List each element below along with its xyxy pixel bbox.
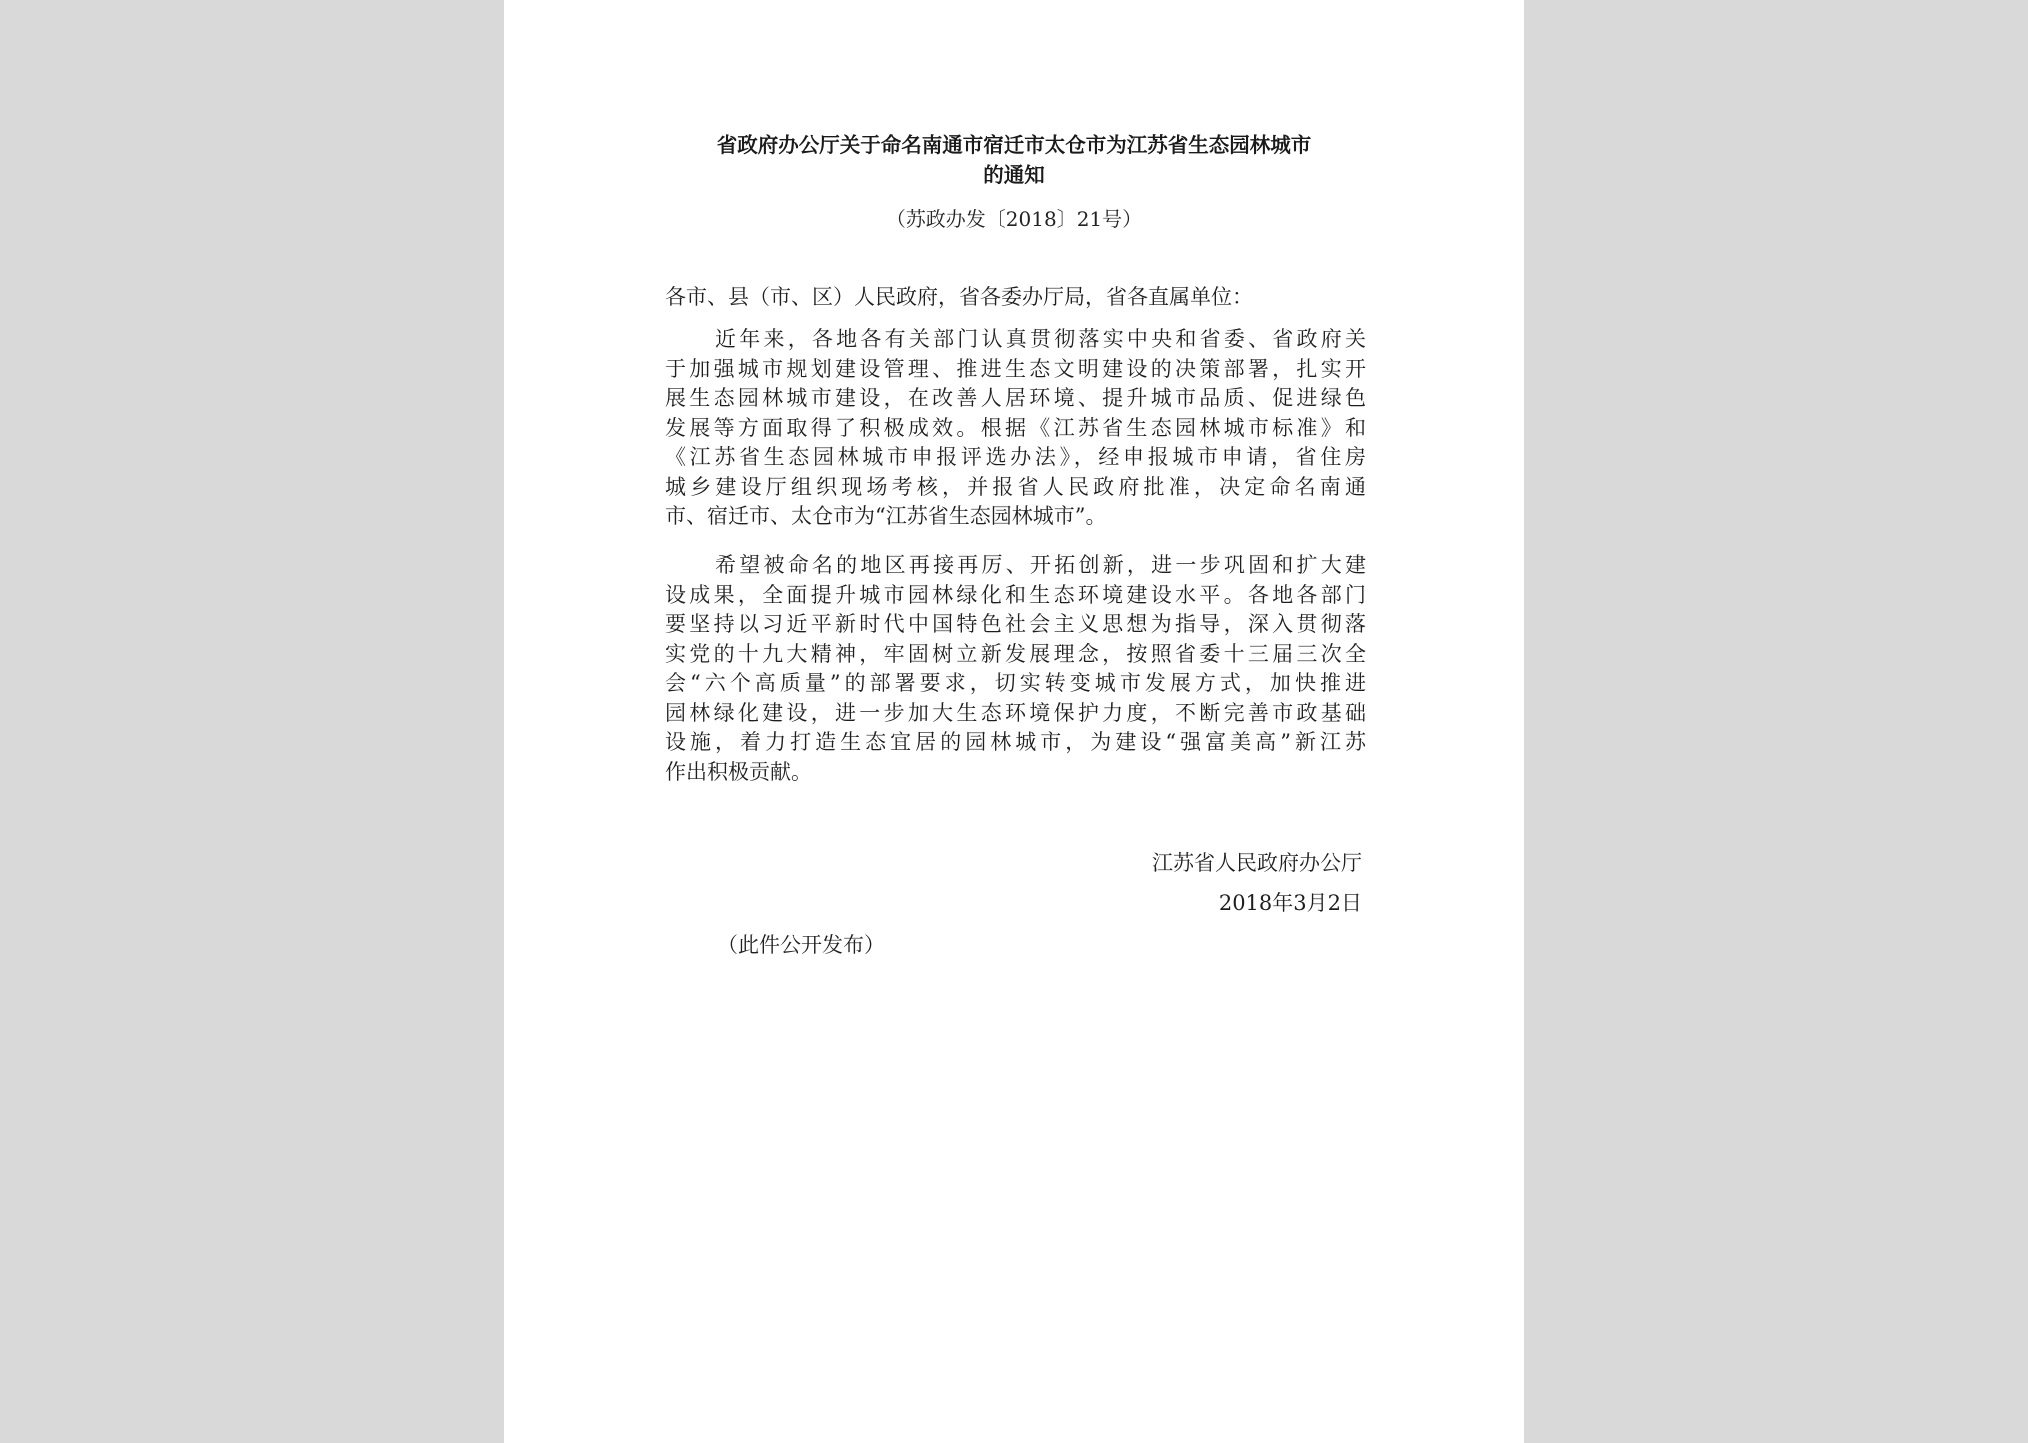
- paragraph-1-line: 展生态园林城市建设，在改善人居环境、提升城市品质、促进绿色: [665, 386, 1366, 410]
- paragraph-2-line: 园林绿化建设，进一步加大生态环境保护力度，不断完善市政基础: [665, 700, 1366, 725]
- paragraph-2-line: 作出积极贡献。: [665, 759, 812, 784]
- paragraph-1-line: 于加强城市规划建设管理、推进生态文明建设的决策部署，扎实开: [665, 356, 1366, 381]
- paragraph-1-line: 《江苏省生态园林城市申报评选办法》，经申报城市申请，省住房: [665, 445, 1366, 469]
- publication-note: （此件公开发布）: [717, 933, 885, 957]
- salutation: 各市、县（市、区）人民政府，省各委办厅局，省各直属单位：: [665, 285, 1253, 309]
- paragraph-2-line: 设施，着力打造生态宜居的园林城市，为建设“强富美高”新江苏: [665, 730, 1366, 754]
- document-page: [504, 0, 1524, 1443]
- document-title: [664, 130, 1364, 190]
- document-number: （苏政办发〔2018〕21号）: [885, 207, 1143, 231]
- issue-date: 2018年3月2日: [1218, 891, 1362, 915]
- paragraph-2-line: 设成果，全面提升城市园林绿化和生态环境建设水平。各地各部门: [665, 582, 1366, 607]
- paragraph-1-line: 城乡建设厅组织现场考核，并报省人民政府批准，决定命名南通: [665, 474, 1366, 499]
- paragraph-2-line: 希望被命名的地区再接再厉、开拓创新，进一步巩固和扩大建: [715, 553, 1366, 577]
- paragraph-1-line: 发展等方面取得了积极成效。根据《江苏省生态园林城市标准》和: [665, 415, 1366, 440]
- paragraph-2-line: 会“六个高质量”的部署要求，切实转变城市发展方式，加快推进: [665, 671, 1366, 695]
- document-title-line-1: 省政府办公厅关于命名南通市宿迁市太仓市为江苏省生态园林城市: [716, 133, 1312, 157]
- paragraph-2-line: 实党的十九大精神，牢固树立新发展理念，按照省委十三届三次全: [665, 641, 1366, 666]
- paragraph-1-line: 近年来，各地各有关部门认真贯彻落实中央和省委、省政府关: [715, 327, 1366, 351]
- document-title-line-2: 的通知: [983, 163, 1045, 187]
- body-paragraph-2: [665, 551, 1366, 787]
- body-paragraph-1: [665, 325, 1366, 532]
- paragraph-1-line: 市、宿迁市、太仓市为“江苏省生态园林城市”。: [665, 504, 1107, 528]
- signing-authority: 江苏省人民政府办公厅: [1152, 851, 1362, 875]
- paragraph-2-line: 要坚持以习近平新时代中国特色社会主义思想为指导，深入贯彻落: [665, 612, 1366, 636]
